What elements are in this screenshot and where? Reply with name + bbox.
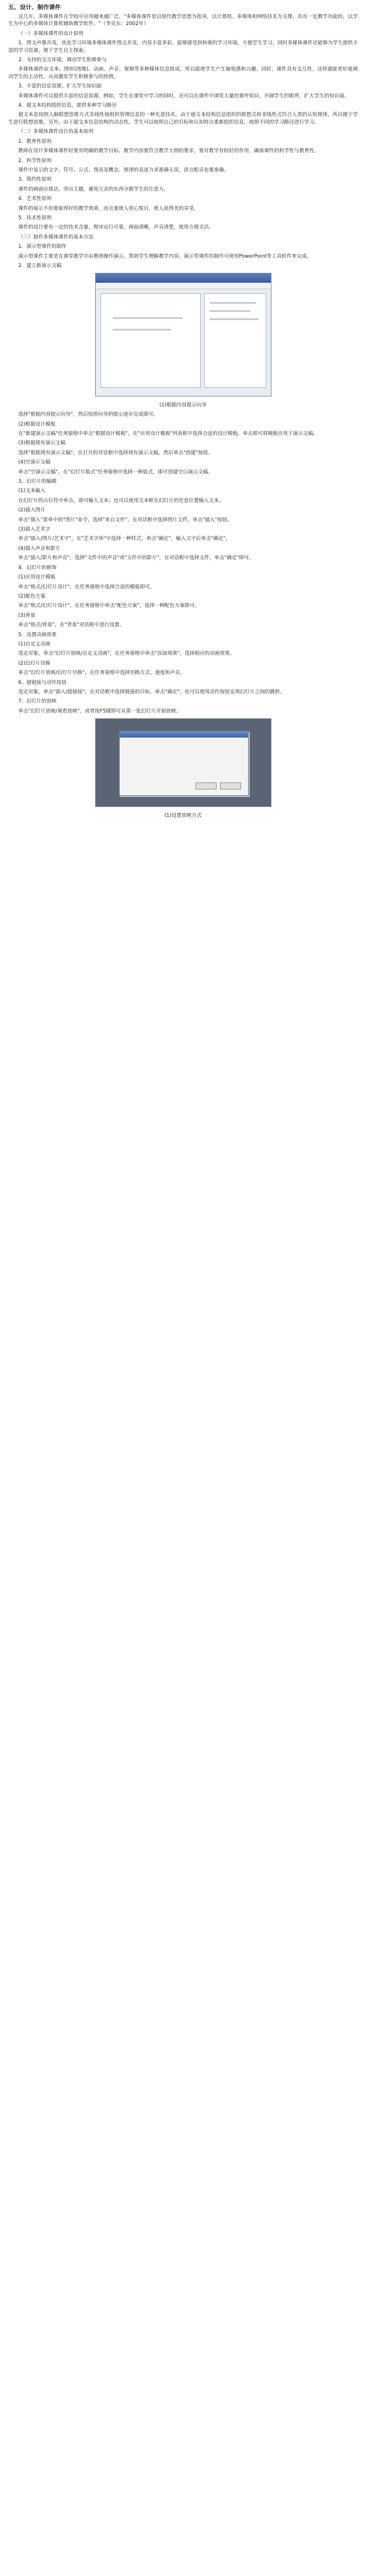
figure-2-cancel-button [220,782,241,789]
figure-2-dialog-titlebar [120,731,248,738]
paragraph: (2)幻灯片切换 [18,660,51,666]
paragraph: 课件的画面应简洁，突出主题，避免冗余的东西分散学生的注意力。 [18,186,169,192]
paragraph: 2．科学性原则 [18,157,52,164]
paragraph: 7．幻灯片的放映 [18,699,57,705]
paragraph: (2)根据设计模板 [18,421,55,427]
figure-1-wrap [8,273,358,399]
paragraph: (1)文本输入 [18,488,46,494]
figure-2-screenshot [95,718,271,807]
figure-1-screenshot [95,273,271,396]
paragraph: 4．超文本结构组织信息，提供多种学习路径 [18,103,117,109]
paragraph: 教师在设计多媒体课件时要有明确的教学目标，教学内容要符合教学大纲的要求，要对教学有较好的作用，确保课件的科学性与教育性。 [18,148,319,155]
paragraph: （一）多媒体课件的设计原则 [18,30,83,37]
paragraph: 6．超链接与动作按钮 [18,679,67,686]
paragraph: 演示型课件主要是在课堂教学中由教师操作演示，帮助学生理解教学内容。演示型课件的制作可使用PowerPoint等工具软件来完成。 [18,253,312,259]
paragraph: 2．支持的交互环境，调动学生积极参与 [18,57,107,64]
paragraph: 5．设置动画效果 [18,631,57,638]
figure-1-pane-line [210,318,259,320]
paragraph: 单击"格式/背景"，在"背景"对话框中进行设置。 [18,622,125,629]
paragraph: (1)自定义动画 [18,641,51,647]
paragraph: (3)根据现有演示文稿 [18,440,66,447]
paragraph: 超文本是按照人脑联想思维方式非线性地组织管理信息的一种先进技术。由于超文本结构信息组织的联想式和非线性式符合人类的认知规律，所以便于学生进行联想思维。另外，由于超文本信息结构的动态性，学生可以按照自己的目标和认知特点重新组织信息，按照不同的学习路径进行学习。 [8,112,358,125]
paragraph: 单击"幻灯片放映/幻灯片切换"，在任务窗格中选择切换方式、速度和声音。 [18,670,185,676]
paragraph: 单击"插入/图片/艺术字"，在"艺术字库"中选择一种样式，单击"确定"，输入文字后单击"确定"。 [18,536,231,542]
paragraph: 4．幻灯片的修饰 [18,564,57,571]
paragraph: (3)背景 [18,612,36,619]
text-block-c [8,411,358,715]
figure-2-ok-button [196,782,217,789]
paragraph: (2)插入图片 [18,507,46,514]
paragraph: 3．幻灯片的编辑 [18,479,57,485]
figure-1-pane-line [210,302,256,304]
paragraph: 在"新建演示文稿"任务窗格中单击"根据设计模板"，在"应用设计模板"列表框中选择合适的设计模板，单击即可将模板应用于演示文稿。 [18,431,318,437]
paragraph: 课件的展示不但要取得好的教学效果，而且要使人赏心悦目，使人获得美的享受。 [18,205,199,212]
paragraph: 多媒体课件可以提供丰富的信息资源，例如，学生在课堂中学习的同时，还可以在课件中浏览大量的课外知识，开阔学生的眼界，扩大学生的知识面。 [18,93,350,99]
section-heading: 五、设计、制作课件 [8,5,61,11]
paragraph: 单击"插入"菜单中的"图片"命令，选择"来自文件"，在对话框中选择图片文件，单击"插入"按钮。 [18,517,232,523]
paragraph: (4)插入声音和影片 [18,545,61,552]
paragraph: (4)空演示文稿 [18,459,51,466]
figure-1-menubar [96,283,271,289]
figure-1-slide-line [113,317,183,319]
figure-1-caption: (1)根据内容提示向导 [159,402,207,408]
figure-1-slide-panel [100,293,201,388]
paragraph: 3．丰富的信息资源，扩大学生知识面 [18,83,102,90]
figure-2-wrap [8,718,358,809]
paragraph: 选择"根据现有演示文稿"，在打开的对话框中选择现有演示文稿，然后单击"创建"按钮。 [18,450,213,456]
paragraph: 单击"插入/影片和声音"，选择"文件中的声音"或"文件中的影片"，在对话框中选择文件，单击"确定"即可。 [18,555,255,561]
paragraph: 5．技术性原则 [18,215,52,221]
paragraph: 单击"幻灯片放映/观看放映"，或者按F5键即可从第一张幻灯片开始放映。 [18,708,182,714]
paragraph: （二）多媒体课件设计的基本原则 [18,129,94,135]
paragraph: (3)插入艺术字 [18,527,51,533]
paragraph: （三）制作多媒体课件的基本方法 [18,234,94,240]
paragraph: 1．教育性原则 [18,138,52,145]
paragraph: 选择"根据内容提示向导"，然后按照向导的提示逐步完成即可。 [18,412,159,418]
figure-1-slide-line [113,329,171,331]
figure-1-pane-line [210,310,250,312]
paragraph: 单击"格式/幻灯片设计"，在任务窗格中选择合适的模板即可。 [18,584,155,590]
paragraph: 这几年，多媒体课件在学校中应用越来越广泛，"多媒体课件是以现代教学思想为指导，以计算机、多媒体和网络技术为支撑，具有一定教学功能的，以学生为中心的多媒体计算机辅助教学软件。"（李克东：2002年） [8,14,358,27]
paragraph: 单击"空演示文稿"，在"幻灯片版式"任务窗格中选择一种版式，即可创建空白演示文稿。 [18,469,213,475]
paragraph: 在幻灯片的占位符中单击，即可输入文本；也可以使用文本框在幻灯片的任意位置输入文本。 [18,497,224,504]
paragraph: 课件中显示的文字、符号、公式、图表及概念、规律的表述力求准确无误，语言配音也要准确。 [18,167,229,173]
paragraph: 选定对象，单击"插入/超链接"，在对话框中选择链接的目标，单击"确定"。也可以使用动作按钮实现幻灯片之间的跳转。 [18,689,285,695]
paragraph: 选定对象，单击"幻灯片放映/自定义动画"，在任务窗格中单击"添加效果"，选择相应的动画效果。 [18,651,235,657]
paragraph: 课件的设计要有一定的技术含量，程序运行可靠，画面清晰，声音清楚，使用方便灵活。 [18,224,214,231]
paragraph: 1．图文声像并茂，优化学习环境多媒体课件图文并茂，内容丰富多彩，能够感受到和谐的学习环境，方便学生学习，同时多媒体课件还能够为学生提供丰富的学习资源，便于学生自主探索。 [8,40,358,54]
figure-2-caption: (1)设置放映方式 [164,812,202,819]
paragraph: 1．演示型课件的制作 [18,244,67,250]
paragraph: 4．艺术性原则 [18,196,52,202]
paragraph: 3．简约性原则 [18,177,52,183]
figure-1-titlebar [96,273,271,283]
paragraph: 多媒体课件由文本、图形(图像)、动画、声音、视频等多种媒体信息组成，所以能使学生产生愉悦感和兴趣。同时，课件具有交互性，这样就能更好地调动学生的主动性，从而激发学生积极参与的热情。 [8,66,358,80]
text-block-a [8,13,358,269]
paragraph: (1)应用设计模板 [18,574,55,581]
figure-2-dialog [119,731,249,796]
paragraph: 单击"格式/幻灯片设计"，在任务窗格中单击"配色方案"，选择一种配色方案即可。 [18,603,200,609]
paragraph: 2．建立新演示文稿 [18,262,62,269]
paragraph: (2)配色方案 [18,593,46,599]
figure-1-task-pane [204,293,266,388]
